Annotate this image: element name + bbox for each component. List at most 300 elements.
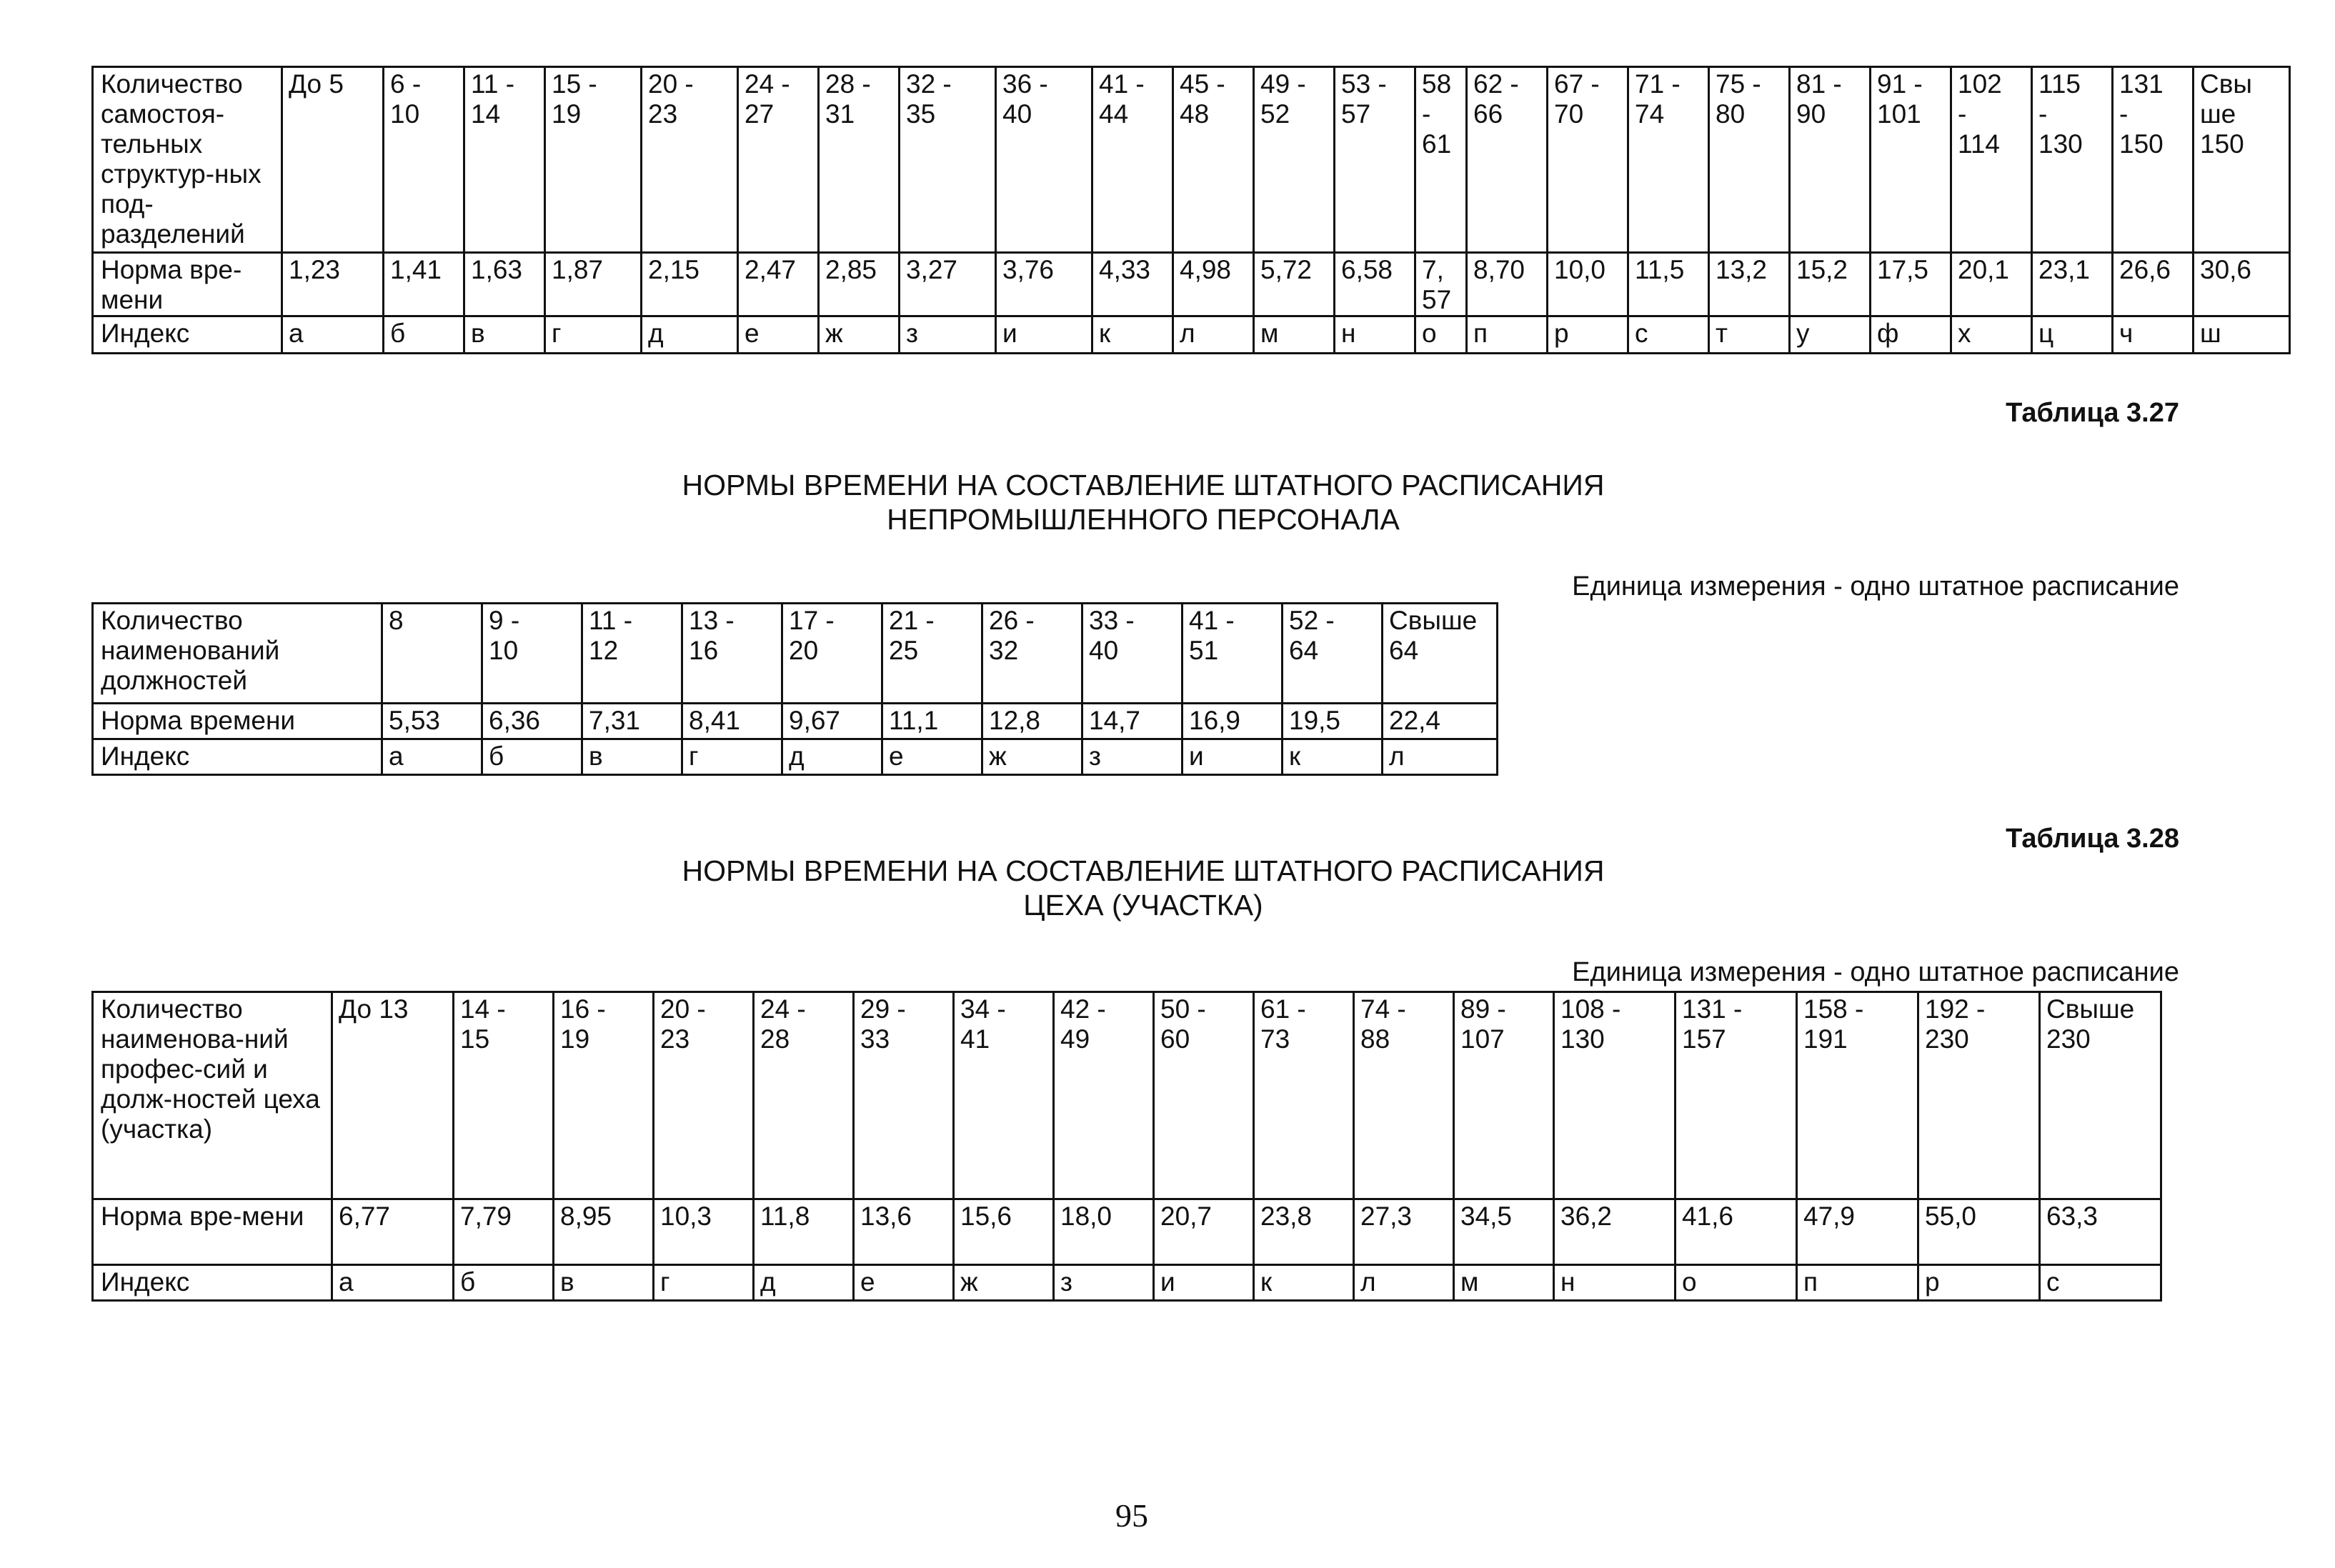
time-norms-table-workshop	[91, 991, 2162, 1302]
range-cell-text: 9 - 10	[489, 606, 520, 665]
index-cell-text: м	[1260, 319, 1279, 348]
norm-cell	[1628, 253, 1709, 316]
index-cell-text: п	[1473, 319, 1488, 348]
index-cell	[1054, 1265, 1154, 1301]
range-cell-text: 53 - 57	[1341, 69, 1387, 129]
range-cell-text: 32 - 35	[906, 69, 952, 129]
range-cell	[754, 992, 854, 1199]
index-cell-text: н	[1341, 319, 1356, 348]
range-cell	[1254, 67, 1335, 253]
range-cell-text: 131 - 150	[2119, 69, 2164, 159]
index-cell-text: е	[745, 319, 760, 348]
index-row	[93, 1265, 2161, 1301]
norm-row	[93, 704, 1498, 739]
norm-cell-text: 8,41	[689, 706, 741, 735]
index-cell-text: с	[2046, 1267, 2060, 1297]
range-cell	[1054, 992, 1154, 1199]
index-cell	[1383, 739, 1498, 775]
table-title: НОРМЫ ВРЕМЕНИ НА СОСТАВЛЕНИЕ ШТАТНОГО РАСПИСАНИЯ НЕПРОМЫШЛЕННОГО ПЕРСОНАЛА	[682, 469, 1605, 536]
quantity-row	[93, 992, 2161, 1199]
norm-cell-text: 34,5	[1460, 1202, 1513, 1231]
norm-cell	[1354, 1199, 1454, 1265]
index-cell	[2113, 316, 2194, 354]
index-cell-text: з	[906, 319, 918, 348]
index-cell-text: д	[760, 1267, 776, 1297]
index-cell	[482, 739, 582, 775]
norm-cell	[1548, 253, 1628, 316]
index-cell	[554, 1265, 654, 1301]
range-cell	[982, 604, 1082, 704]
index-row	[93, 316, 2290, 354]
index-cell	[1354, 1265, 1454, 1301]
range-cell	[464, 67, 545, 253]
norm-row	[93, 253, 2290, 316]
range-cell	[545, 67, 642, 253]
index-cell-text: ж	[825, 319, 843, 348]
norm-cell	[282, 253, 384, 316]
index-cell	[464, 316, 545, 354]
index-cell-text: в	[471, 319, 485, 348]
norm-cell-text: 10,3	[660, 1202, 712, 1231]
index-cell-text: а	[339, 1267, 354, 1297]
row-label: Количество самостоя-тельных структур-ных под-разделений	[93, 67, 282, 253]
index-cell-text: б	[390, 319, 406, 348]
norm-cell-text: 1,63	[471, 255, 523, 284]
range-cell	[382, 604, 482, 704]
norm-cell	[545, 253, 642, 316]
index-cell-text: к	[1260, 1267, 1273, 1297]
index-cell-text: и	[1002, 319, 1017, 348]
range-cell	[2032, 67, 2113, 253]
range-cell	[1254, 992, 1354, 1199]
norm-cell	[754, 1199, 854, 1265]
range-cell	[454, 992, 554, 1199]
row-label: Количество наименований должностей	[93, 604, 382, 704]
range-cell	[1454, 992, 1554, 1199]
range-cell	[1790, 67, 1871, 253]
norm-cell-text: 23,1	[2038, 255, 2091, 284]
index-cell	[1548, 316, 1628, 354]
index-cell	[1183, 739, 1283, 775]
index-cell-text: б	[489, 741, 504, 771]
index-cell	[1790, 316, 1871, 354]
index-cell	[882, 739, 982, 775]
norm-cell-text: 18,0	[1060, 1202, 1112, 1231]
norm-cell	[1054, 1199, 1154, 1265]
row-label: Индекс	[93, 316, 282, 354]
index-cell	[582, 739, 682, 775]
norm-cell-text: 2,85	[825, 255, 877, 284]
index-cell-text: ц	[2038, 319, 2054, 348]
range-cell-text: 28 - 31	[825, 69, 871, 129]
range-cell	[954, 992, 1054, 1199]
range-cell	[2194, 67, 2290, 253]
norm-cell	[882, 704, 982, 739]
range-cell	[1335, 67, 1415, 253]
norm-cell	[1254, 253, 1335, 316]
range-cell-text: 102 - 114	[1958, 69, 2002, 159]
norm-cell	[2040, 1199, 2161, 1265]
range-cell	[1548, 67, 1628, 253]
index-cell-text: д	[648, 319, 664, 348]
index-cell-text: а	[289, 319, 304, 348]
range-cell	[554, 992, 654, 1199]
range-cell-text: 20 - 23	[660, 994, 706, 1054]
index-cell	[1467, 316, 1548, 354]
index-cell-text: к	[1099, 319, 1111, 348]
range-cell	[854, 992, 954, 1199]
index-cell	[1454, 1265, 1554, 1301]
range-cell	[1797, 992, 1918, 1199]
norm-cell-text: 26,6	[2119, 255, 2171, 284]
index-cell-text: х	[1958, 319, 1971, 348]
norm-cell	[454, 1199, 554, 1265]
norm-cell-text: 63,3	[2046, 1202, 2098, 1231]
index-cell-text: и	[1189, 741, 1204, 771]
norm-cell	[1467, 253, 1548, 316]
range-cell-text: 67 - 70	[1554, 69, 1600, 129]
norm-cell	[1790, 253, 1871, 316]
norm-cell	[332, 1199, 454, 1265]
range-cell	[1383, 604, 1498, 704]
index-cell-text: ш	[2200, 319, 2221, 348]
row-label: Количество наименова-ний профес-сий и долж-ностей цеха (участка)	[93, 992, 332, 1199]
index-cell-text: з	[1060, 1267, 1072, 1297]
table-caption: Таблица 3.27	[2006, 398, 2179, 428]
norm-cell	[554, 1199, 654, 1265]
norm-cell	[1554, 1199, 1676, 1265]
range-cell	[819, 67, 900, 253]
index-cell	[1628, 316, 1709, 354]
table-title: НОРМЫ ВРЕМЕНИ НА СОСТАВЛЕНИЕ ШТАТНОГО РАСПИСАНИЯ ЦЕХА (УЧАСТКА)	[682, 854, 1605, 922]
range-cell-text: 15 - 19	[552, 69, 597, 129]
norm-cell-text: 3,76	[1002, 255, 1055, 284]
norm-cell-text: 6,77	[339, 1202, 391, 1231]
index-cell-text: л	[1180, 319, 1195, 348]
norm-cell	[1918, 1199, 2040, 1265]
range-cell-text: 45 - 48	[1180, 69, 1225, 129]
range-cell-text: 91 - 101	[1877, 69, 1923, 129]
index-cell	[1951, 316, 2032, 354]
range-cell	[582, 604, 682, 704]
norm-cell	[738, 253, 819, 316]
norm-cell	[482, 704, 582, 739]
index-cell-text: е	[889, 741, 904, 771]
index-cell-text: р	[1554, 319, 1569, 348]
index-cell-text: е	[860, 1267, 875, 1297]
norm-cell	[384, 253, 464, 316]
norm-cell-text: 20,1	[1958, 255, 2010, 284]
index-cell-text: б	[460, 1267, 476, 1297]
range-cell	[1628, 67, 1709, 253]
index-cell-text: о	[1422, 319, 1437, 348]
range-cell	[1173, 67, 1254, 253]
index-cell	[954, 1265, 1054, 1301]
index-cell	[282, 316, 384, 354]
index-cell	[982, 739, 1082, 775]
range-cell-text: До 5	[289, 69, 344, 99]
range-cell	[1709, 67, 1790, 253]
range-cell	[782, 604, 882, 704]
index-cell-text: л	[1360, 1267, 1376, 1297]
range-cell-text: 26 - 32	[989, 606, 1035, 665]
range-cell	[1092, 67, 1173, 253]
norm-cell	[1283, 704, 1383, 739]
range-cell	[1918, 992, 2040, 1199]
range-cell	[384, 67, 464, 253]
range-cell-text: 6 - 10	[390, 69, 422, 129]
norm-cell	[1173, 253, 1254, 316]
index-cell-text: к	[1289, 741, 1301, 771]
index-cell	[642, 316, 738, 354]
range-cell-text: 20 - 23	[648, 69, 694, 129]
index-cell-text: с	[1635, 319, 1648, 348]
norm-cell	[1335, 253, 1415, 316]
index-cell	[819, 316, 900, 354]
index-cell-text: а	[389, 741, 404, 771]
index-cell	[1254, 1265, 1354, 1301]
norm-cell	[854, 1199, 954, 1265]
range-cell-text: 192 - 230	[1925, 994, 1986, 1054]
index-cell-text: ф	[1877, 319, 1899, 348]
range-cell-text: 108 - 130	[1560, 994, 1621, 1054]
norm-cell-text: 6,58	[1341, 255, 1393, 284]
index-cell	[654, 1265, 754, 1301]
row-label: Норма вре-мени	[93, 253, 282, 316]
range-cell	[2040, 992, 2161, 1199]
index-cell	[754, 1265, 854, 1301]
index-cell-text: р	[1925, 1267, 1940, 1297]
index-cell-text: н	[1560, 1267, 1575, 1297]
norm-cell-text: 13,2	[1716, 255, 1768, 284]
index-cell	[738, 316, 819, 354]
norm-cell-text: 15,6	[960, 1202, 1012, 1231]
range-cell-text: 42 - 49	[1060, 994, 1106, 1054]
range-cell-text: 62 - 66	[1473, 69, 1519, 129]
range-cell-text: 11 - 12	[589, 606, 633, 665]
norm-cell	[900, 253, 996, 316]
index-cell-text: г	[552, 319, 562, 348]
measurement-unit: Единица измерения - одно штатное расписание	[1572, 957, 2179, 987]
range-cell-text: 11 - 14	[471, 69, 515, 129]
norm-cell-text: 8,70	[1473, 255, 1525, 284]
norm-cell-text: 17,5	[1877, 255, 1929, 284]
norm-cell-text: 11,5	[1635, 255, 1685, 284]
range-cell	[1183, 604, 1283, 704]
index-cell-text: з	[1089, 741, 1101, 771]
row-label: Индекс	[93, 1265, 332, 1301]
index-cell-text: л	[1389, 741, 1405, 771]
index-cell	[2040, 1265, 2161, 1301]
norm-cell	[1383, 704, 1498, 739]
range-cell	[332, 992, 454, 1199]
norm-cell-text: 47,9	[1803, 1202, 1856, 1231]
index-cell-text: ж	[960, 1267, 978, 1297]
norm-cell-text: 13,6	[860, 1202, 912, 1231]
range-cell	[654, 992, 754, 1199]
index-cell	[1154, 1265, 1254, 1301]
range-cell-text: 58 - 61	[1422, 69, 1452, 159]
norm-cell	[464, 253, 545, 316]
range-cell-text: 13 - 16	[689, 606, 735, 665]
norm-cell	[1183, 704, 1283, 739]
index-cell	[382, 739, 482, 775]
range-cell-text: 52 - 64	[1289, 606, 1335, 665]
range-cell-text: 74 - 88	[1360, 994, 1406, 1054]
norm-cell-text: 2,47	[745, 255, 797, 284]
range-cell-text: 24 - 28	[760, 994, 806, 1054]
norm-cell	[1254, 1199, 1354, 1265]
norm-row	[93, 1199, 2161, 1265]
norm-cell-text: 11,1	[889, 706, 939, 735]
range-cell-text: 17 - 20	[789, 606, 835, 665]
page-number: 95	[1115, 1497, 1148, 1534]
norm-cell-text: 2,15	[648, 255, 700, 284]
range-cell	[482, 604, 582, 704]
norm-cell-text: 1,87	[552, 255, 604, 284]
index-cell-text: о	[1682, 1267, 1697, 1297]
index-cell	[1415, 316, 1467, 354]
norm-cell	[2113, 253, 2194, 316]
index-cell-text: у	[1796, 319, 1810, 348]
norm-cell-text: 7, 57	[1422, 255, 1452, 314]
index-cell	[996, 316, 1092, 354]
quantity-row	[93, 67, 2290, 253]
row-label: Норма вре-мени	[93, 1199, 332, 1265]
index-cell-text: ч	[2119, 319, 2134, 348]
range-cell-text: 41 - 51	[1189, 606, 1235, 665]
norm-cell	[982, 704, 1082, 739]
range-cell-text: 16 - 19	[560, 994, 606, 1054]
norm-cell	[1871, 253, 1951, 316]
range-cell-text: Свыше 64	[1389, 606, 1478, 665]
quantity-row	[93, 604, 1498, 704]
norm-cell	[1454, 1199, 1554, 1265]
row-label: Индекс	[93, 739, 382, 775]
index-cell	[1254, 316, 1335, 354]
norm-cell	[2194, 253, 2290, 316]
norm-cell-text: 36,2	[1560, 1202, 1613, 1231]
index-cell	[1554, 1265, 1676, 1301]
range-cell	[282, 67, 384, 253]
index-cell	[900, 316, 996, 354]
range-cell-text: 81 - 90	[1796, 69, 1842, 129]
norm-cell-text: 55,0	[1925, 1202, 1977, 1231]
index-cell	[1173, 316, 1254, 354]
norm-cell	[954, 1199, 1054, 1265]
norm-cell	[819, 253, 900, 316]
index-cell	[854, 1265, 954, 1301]
range-cell-text: До 13	[339, 994, 409, 1024]
norm-cell	[382, 704, 482, 739]
range-cell	[1871, 67, 1951, 253]
time-norms-table-subdivisions	[91, 66, 2291, 354]
norm-cell-text: 3,27	[906, 255, 958, 284]
norm-cell	[682, 704, 782, 739]
index-cell-text: и	[1160, 1267, 1175, 1297]
index-cell	[2032, 316, 2113, 354]
range-cell	[1354, 992, 1454, 1199]
norm-cell	[1676, 1199, 1797, 1265]
range-cell-text: 61 - 73	[1260, 994, 1306, 1054]
range-cell-text: 29 - 33	[860, 994, 906, 1054]
index-cell	[1797, 1265, 1918, 1301]
index-cell	[545, 316, 642, 354]
range-cell	[2113, 67, 2194, 253]
index-cell-text: м	[1460, 1267, 1479, 1297]
measurement-unit: Единица измерения - одно штатное расписание	[1572, 571, 2179, 601]
index-cell	[1709, 316, 1790, 354]
norm-cell-text: 9,67	[789, 706, 841, 735]
norm-cell-text: 4,98	[1180, 255, 1232, 284]
index-cell-text: в	[589, 741, 603, 771]
index-cell-text: п	[1803, 1267, 1818, 1297]
index-row	[93, 739, 1498, 775]
range-cell-text: 24 - 27	[745, 69, 790, 129]
norm-cell	[1154, 1199, 1254, 1265]
norm-cell-text: 8,95	[560, 1202, 612, 1231]
range-cell-text: 131 - 157	[1682, 994, 1743, 1054]
index-cell	[782, 739, 882, 775]
norm-cell-text: 41,6	[1682, 1202, 1734, 1231]
norm-cell-text: 7,31	[589, 706, 641, 735]
norm-cell-text: 19,5	[1289, 706, 1341, 735]
index-cell	[1918, 1265, 2040, 1301]
index-cell	[454, 1265, 554, 1301]
range-cell	[996, 67, 1092, 253]
norm-cell-text: 6,36	[489, 706, 541, 735]
norm-cell	[654, 1199, 754, 1265]
index-cell-text: в	[560, 1267, 574, 1297]
index-cell	[1082, 739, 1183, 775]
index-cell	[384, 316, 464, 354]
index-cell	[2194, 316, 2290, 354]
range-cell-text: 75 - 80	[1716, 69, 1761, 129]
norm-cell	[996, 253, 1092, 316]
norm-cell-text: 22,4	[1389, 706, 1441, 735]
norm-cell-text: 20,7	[1160, 1202, 1213, 1231]
norm-cell	[1415, 253, 1467, 316]
range-cell-text: 49 - 52	[1260, 69, 1306, 129]
index-cell	[1283, 739, 1383, 775]
range-cell	[1951, 67, 2032, 253]
range-cell	[682, 604, 782, 704]
index-cell	[1092, 316, 1173, 354]
index-cell-text: г	[689, 741, 699, 771]
table-caption: Таблица 3.28	[2006, 824, 2179, 854]
range-cell	[642, 67, 738, 253]
range-cell-text: 14 - 15	[460, 994, 506, 1054]
norm-cell	[1797, 1199, 1918, 1265]
norm-cell-text: 1,41	[390, 255, 442, 284]
norm-cell	[2032, 253, 2113, 316]
range-cell-text: 36 - 40	[1002, 69, 1048, 129]
norm-cell	[642, 253, 738, 316]
range-cell	[738, 67, 819, 253]
norm-cell-text: 1,23	[289, 255, 341, 284]
range-cell-text: 8	[389, 606, 404, 635]
index-cell-text: г	[660, 1267, 670, 1297]
norm-cell	[1951, 253, 2032, 316]
norm-cell-text: 5,53	[389, 706, 441, 735]
norm-cell-text: 23,8	[1260, 1202, 1313, 1231]
norm-cell-text: 14,7	[1089, 706, 1141, 735]
norm-cell	[1709, 253, 1790, 316]
range-cell-text: 158 - 191	[1803, 994, 1864, 1054]
norm-cell	[1092, 253, 1173, 316]
range-cell-text: 41 - 44	[1099, 69, 1145, 129]
norm-cell-text: 4,33	[1099, 255, 1151, 284]
